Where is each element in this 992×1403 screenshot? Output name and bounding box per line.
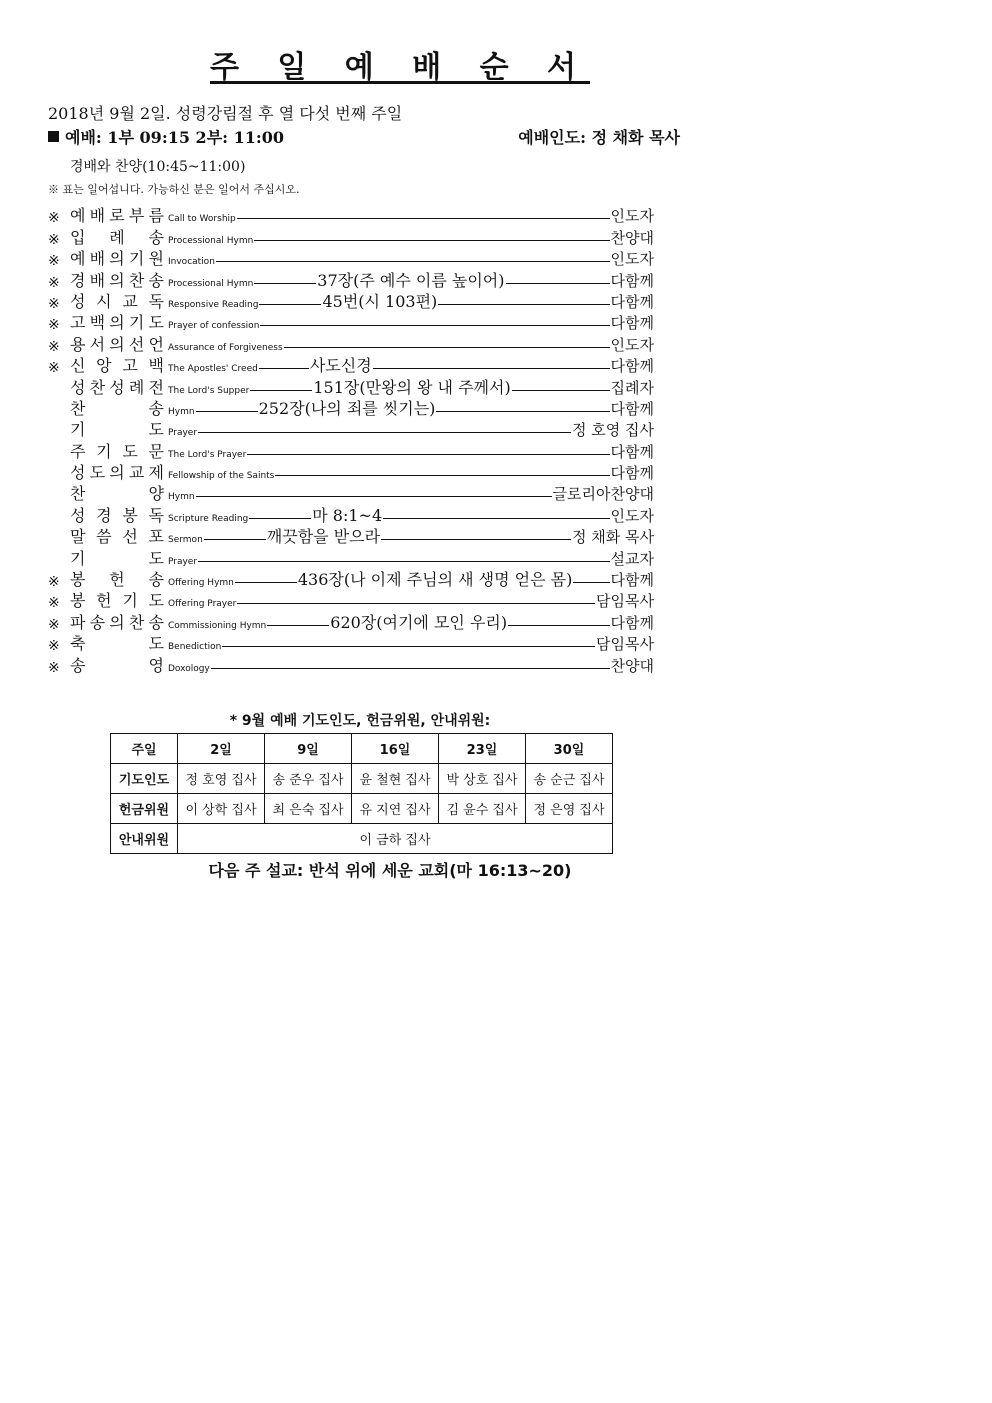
leader-line (259, 304, 321, 305)
order-row (48, 226, 654, 247)
label-char: 입 (70, 227, 86, 247)
order-item-leader: 다함께 (610, 442, 654, 461)
order-item-korean (70, 588, 164, 611)
label-char: 경 (70, 270, 86, 290)
table-cell: 송 순근 집사 (526, 764, 613, 794)
order-item-korean (70, 268, 164, 291)
order-item-korean (70, 631, 164, 654)
header-cell: 30일 (526, 734, 613, 764)
order-item-detail: 151장(만왕의 왕 내 주께서) (313, 377, 511, 397)
order-row (48, 269, 654, 290)
praise-time: 경배와 찬양(10:45~11:00) (70, 159, 246, 175)
order-item-leader: 정 호영 집사 (572, 421, 654, 440)
label-char: 기 (70, 420, 86, 440)
standing-mark: ※ (48, 274, 60, 291)
order-of-worship (48, 205, 654, 676)
order-item-leader: 다함께 (610, 464, 654, 483)
label-char: 름 (148, 206, 164, 226)
order-row (48, 376, 654, 397)
order-item-english: Prayer (168, 428, 198, 439)
standing-mark: ※ (48, 360, 60, 377)
order-item-korean (70, 610, 164, 633)
order-item-english: Prayer of confession (168, 321, 260, 332)
label-char: 기 (128, 249, 145, 269)
standing-mark: ※ (48, 616, 60, 633)
table-cell: 정 은영 집사 (526, 794, 613, 824)
order-item-korean (70, 460, 164, 483)
order-item-korean (70, 353, 164, 376)
order-item-detail: 마 8:1~4 (312, 505, 383, 525)
order-row (48, 205, 654, 226)
leader-line (259, 368, 309, 369)
usher-cell: 이 금하 집사 (178, 824, 613, 854)
leader-line (508, 625, 609, 626)
order-item-korean (70, 289, 164, 312)
leader-line (436, 411, 609, 412)
table-cell: 박 상호 집사 (439, 764, 526, 794)
order-item-leader: 다함께 (610, 314, 654, 333)
label-char: 원 (148, 249, 164, 269)
order-item-english: The Apostles' Creed (168, 364, 258, 375)
leader-line (275, 475, 609, 476)
label-char: 헌 (96, 591, 112, 611)
label-char: 선 (128, 334, 145, 354)
leader-line (512, 390, 610, 391)
label-char: 송 (148, 570, 164, 590)
label-char: 축 (70, 634, 86, 654)
label-char: 도 (89, 463, 106, 483)
label-char: 기 (122, 591, 138, 611)
label-char: 헌 (109, 570, 125, 590)
label-char: 문 (148, 441, 164, 461)
label-char: 배 (89, 249, 106, 269)
leader-line (247, 454, 609, 455)
label-char: 송 (148, 398, 164, 418)
order-item-leader: 인도자 (610, 506, 654, 525)
header-cell: 9일 (265, 734, 352, 764)
standing-note: ※ 표는 일어섭니다. 가능하신 분은 일어서 주십시오. (48, 183, 300, 196)
label-char: 도 (148, 313, 164, 333)
label-char: 성 (70, 377, 86, 397)
label-char: 영 (148, 655, 164, 675)
label-char: 배 (89, 270, 106, 290)
order-item-korean (70, 332, 164, 355)
order-item-english: Hymn (168, 492, 195, 503)
label-char: 도 (148, 420, 164, 440)
row-label: 안내위원 (111, 824, 178, 854)
order-item-korean (70, 417, 164, 440)
table-cell: 윤 철현 집사 (352, 764, 439, 794)
label-char: 의 (109, 249, 125, 269)
header-cell: 23일 (439, 734, 526, 764)
order-item-english: Prayer (168, 556, 198, 567)
label-char: 의 (109, 313, 125, 333)
order-item-english: The Lord's Prayer (168, 449, 247, 460)
label-char: 송 (148, 227, 164, 247)
label-char: 송 (70, 655, 86, 675)
standing-mark: ※ (48, 231, 60, 248)
leader-line (254, 283, 316, 284)
order-item-english: Scripture Reading (168, 513, 249, 524)
label-char: 성 (70, 463, 86, 483)
leader-line (254, 240, 609, 241)
table-row (111, 764, 613, 794)
label-char: 도 (122, 441, 138, 461)
order-row (48, 333, 654, 354)
leader-line (383, 518, 609, 519)
order-item-korean (70, 503, 164, 526)
label-char: 예 (70, 206, 86, 226)
table-cell: 송 준우 집사 (265, 764, 352, 794)
leader-line (506, 283, 610, 284)
label-char: 기 (128, 313, 145, 333)
order-row (48, 248, 654, 269)
order-item-korean (70, 481, 164, 504)
date-line: 2018년 9월 2일. 성령강림절 후 열 다섯 번째 주일 (48, 104, 403, 123)
label-char: 도 (148, 591, 164, 611)
order-item-english: Call to Worship (168, 214, 236, 225)
leader-line (260, 325, 609, 326)
label-char: 찬 (70, 398, 86, 418)
standing-mark: ※ (48, 295, 60, 312)
order-item-english: Hymn (168, 406, 195, 417)
label-char: 교 (128, 463, 145, 483)
order-row (48, 633, 654, 654)
label-char: 찬 (128, 612, 145, 632)
schedule-title: * 9월 예배 기도인도, 헌금위원, 안내위원: (229, 713, 491, 729)
order-item-english: Processional Hymn (168, 235, 254, 246)
order-item-english: Benediction (168, 642, 222, 653)
label-char: 언 (148, 334, 164, 354)
label-char: 로 (109, 206, 125, 226)
order-row (48, 355, 654, 376)
order-item-english: Sermon (168, 535, 203, 546)
label-char: 고 (70, 313, 86, 333)
order-item-english: Offering Prayer (168, 599, 237, 610)
label-char: 도 (148, 634, 164, 654)
order-item-english: Invocation (168, 257, 215, 268)
order-row (48, 569, 654, 590)
label-char: 앙 (96, 356, 112, 376)
label-char: 독 (148, 505, 164, 525)
label-char: 백 (89, 313, 106, 333)
label-char: 포 (148, 527, 164, 547)
order-item-english: Assurance of Forgiveness (168, 342, 283, 353)
order-row (48, 654, 654, 675)
order-item-leader: 글로리아찬양대 (552, 485, 654, 504)
square-bullet-icon (48, 131, 59, 142)
label-char: 례 (109, 227, 125, 247)
standing-mark: ※ (48, 595, 60, 612)
label-char: 백 (148, 356, 164, 376)
order-item-english: Commissioning Hymn (168, 620, 267, 631)
order-item-leader: 다함께 (610, 292, 654, 311)
table-cell: 유 지연 집사 (352, 794, 439, 824)
schedule-table (110, 733, 613, 854)
service-leader: 예배인도: 정 채화 목사 (518, 128, 680, 147)
service-info (48, 125, 680, 148)
order-item-detail: 620장(여기에 모인 우리) (330, 612, 508, 632)
leader-line (204, 539, 266, 540)
order-item-korean (70, 246, 164, 269)
page-title: 주 일 예 배 순 서 (209, 50, 591, 85)
order-row (48, 483, 654, 504)
header-cell: 주일 (111, 734, 178, 764)
label-char: 찬 (70, 484, 86, 504)
order-row (48, 504, 654, 525)
order-item-leader: 다함께 (610, 399, 654, 418)
label-char: 봉 (122, 505, 138, 525)
order-item-leader: 다함께 (610, 271, 654, 290)
order-item-leader: 다함께 (610, 613, 654, 632)
label-char: 주 (70, 441, 86, 461)
standing-mark: ※ (48, 574, 60, 591)
label-char: 말 (70, 527, 86, 547)
label-char: 씀 (96, 527, 112, 547)
label-char: 선 (122, 527, 138, 547)
order-item-korean (70, 310, 164, 333)
next-sermon: 다음 주 설교: 반석 위에 세운 교회(마 16:13~20) (208, 861, 572, 880)
order-item-leader: 찬양대 (610, 228, 654, 247)
label-char: 례 (128, 377, 145, 397)
label-char: 의 (109, 612, 125, 632)
order-item-korean (70, 524, 164, 547)
order-item-detail: 45번(시 103편) (322, 291, 438, 311)
order-row (48, 547, 654, 568)
order-item-detail: 37장(주 예수 이름 높이어) (317, 270, 505, 290)
leader-line (573, 582, 609, 583)
leader-line (438, 304, 609, 305)
order-row (48, 398, 654, 419)
table-cell: 김 윤수 집사 (439, 794, 526, 824)
order-row (48, 611, 654, 632)
order-item-english: Responsive Reading (168, 299, 259, 310)
order-row (48, 419, 654, 440)
label-char: 성 (70, 291, 86, 311)
label-char: 신 (70, 356, 86, 376)
order-item-english: Fellowship of the Saints (168, 471, 275, 482)
leader-line (237, 603, 595, 604)
order-row (48, 440, 654, 461)
label-char: 경 (96, 505, 112, 525)
standing-mark: ※ (48, 338, 60, 355)
leader-line (237, 218, 610, 219)
order-item-leader: 담임목사 (596, 635, 654, 654)
order-item-korean (70, 375, 164, 398)
leader-line (216, 261, 610, 262)
standing-mark: ※ (48, 659, 60, 676)
label-char: 송 (148, 612, 164, 632)
order-row (48, 312, 654, 333)
label-char: 파 (70, 612, 86, 632)
label-char: 도 (148, 548, 164, 568)
leader-line (381, 539, 571, 540)
order-item-detail: 깨끗함을 받으라 (266, 527, 381, 547)
order-item-english: The Lord's Supper (168, 385, 250, 396)
label-char: 독 (148, 291, 164, 311)
label-char: 의 (109, 270, 125, 290)
label-char: 봉 (70, 570, 86, 590)
order-item-leader: 다함께 (610, 571, 654, 590)
label-char: 배 (89, 206, 106, 226)
label-char: 전 (148, 377, 164, 397)
order-item-korean (70, 225, 164, 248)
order-item-korean (70, 439, 164, 462)
label-char: 서 (89, 334, 106, 354)
row-label: 헌금위원 (111, 794, 178, 824)
order-item-leader: 인도자 (610, 207, 654, 226)
order-item-leader: 인도자 (610, 335, 654, 354)
standing-mark: ※ (48, 638, 60, 655)
label-char: 제 (148, 463, 164, 483)
leader-line (235, 582, 297, 583)
order-item-leader: 인도자 (610, 250, 654, 269)
service-times: 예배: 1부 09:15 2부: 11:00 (65, 128, 285, 147)
order-row (48, 291, 654, 312)
label-char: 기 (96, 441, 112, 461)
label-char: 봉 (70, 591, 86, 611)
label-char: 예 (70, 249, 86, 269)
header-cell: 16일 (352, 734, 439, 764)
order-item-korean (70, 567, 164, 590)
order-item-detail: 사도신경 (309, 356, 372, 376)
label-char: 의 (109, 463, 125, 483)
order-item-english: Processional Hymn (168, 278, 254, 289)
label-char: 고 (122, 356, 138, 376)
order-row (48, 462, 654, 483)
label-char: 성 (70, 505, 86, 525)
label-char: 송 (148, 270, 164, 290)
leader-line (198, 432, 571, 433)
order-item-leader: 설교자 (610, 549, 654, 568)
label-char: 의 (109, 334, 125, 354)
label-char: 찬 (89, 377, 106, 397)
row-label: 기도인도 (111, 764, 178, 794)
table-row (111, 824, 613, 854)
label-char: 시 (96, 291, 112, 311)
order-item-korean (70, 396, 164, 419)
label-char: 교 (122, 291, 138, 311)
label-char: 성 (109, 377, 125, 397)
order-item-detail: 252장(나의 죄를 씻기는) (258, 398, 436, 418)
table-cell: 정 호영 집사 (178, 764, 265, 794)
schedule-header-row (111, 734, 613, 764)
standing-mark: ※ (48, 253, 60, 270)
leader-line (196, 496, 552, 497)
leader-line (198, 561, 609, 562)
label-char: 용 (70, 334, 86, 354)
label-char: 부 (128, 206, 145, 226)
order-item-korean (70, 546, 164, 569)
label-char: 찬 (128, 270, 145, 290)
order-row (48, 526, 654, 547)
order-item-leader: 정 채화 목사 (572, 528, 654, 547)
table-row (111, 794, 613, 824)
order-item-leader: 찬양대 (610, 656, 654, 675)
leader-line (373, 368, 610, 369)
order-item-detail: 436장(나 이제 주님의 새 생명 얻은 몸) (297, 570, 573, 590)
header-cell: 2일 (178, 734, 265, 764)
leader-line (211, 668, 610, 669)
leader-line (196, 411, 258, 412)
leader-line (222, 646, 595, 647)
standing-mark: ※ (48, 317, 60, 334)
label-char: 양 (148, 484, 164, 504)
order-item-leader: 담임목사 (596, 592, 654, 611)
order-row (48, 590, 654, 611)
leader-line (267, 625, 329, 626)
standing-mark: ※ (48, 210, 60, 227)
order-item-korean (70, 653, 164, 676)
order-item-leader: 집례자 (610, 378, 654, 397)
table-cell: 이 상학 집사 (178, 794, 265, 824)
table-cell: 최 은숙 집사 (265, 794, 352, 824)
label-char: 송 (89, 612, 106, 632)
label-char: 기 (70, 548, 86, 568)
leader-line (250, 390, 312, 391)
leader-line (249, 518, 311, 519)
order-item-english: Offering Hymn (168, 578, 234, 589)
leader-line (284, 347, 610, 348)
order-item-leader: 다함께 (610, 357, 654, 376)
order-item-korean (70, 203, 164, 226)
order-item-english: Doxology (168, 663, 210, 674)
